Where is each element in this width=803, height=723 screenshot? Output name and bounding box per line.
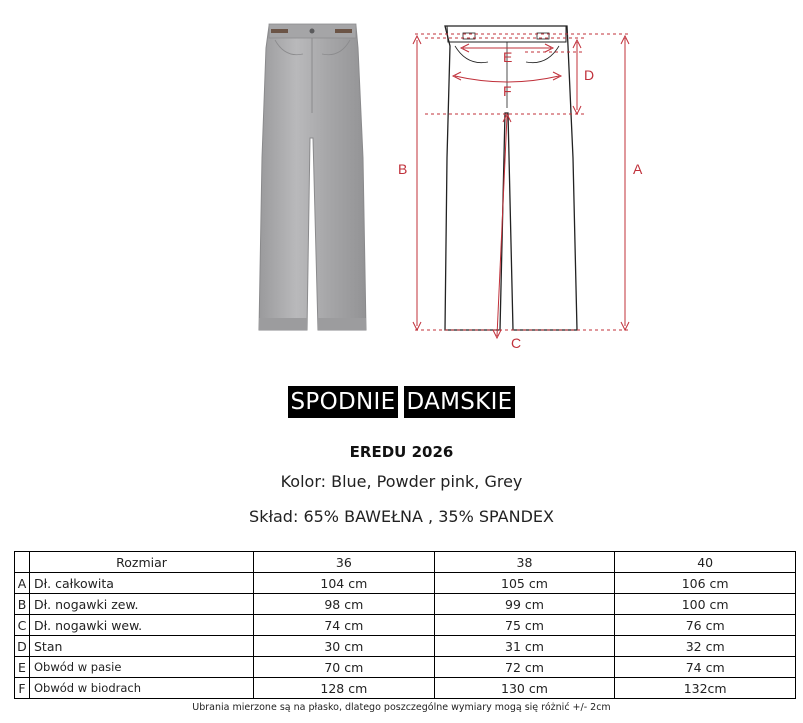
row-name: Dł. nogawki wew.: [30, 615, 254, 636]
row-letter: B: [15, 594, 30, 615]
row-letter: C: [15, 615, 30, 636]
row-value: 105 cm: [434, 573, 615, 594]
header-size-38: 38: [434, 552, 615, 573]
header-size-label: Rozmiar: [30, 552, 254, 573]
row-value: 72 cm: [434, 657, 615, 678]
label-b: B: [398, 161, 408, 177]
row-value: 132cm: [615, 678, 796, 699]
label-e: E: [503, 49, 513, 65]
row-letter: F: [15, 678, 30, 699]
jeans-photo: [255, 18, 370, 336]
table-row: [15, 573, 796, 594]
row-value: 76 cm: [615, 615, 796, 636]
table-header-row: [15, 552, 796, 573]
row-name: Dł. nogawki zew.: [30, 594, 254, 615]
table-row: [15, 657, 796, 678]
label-d: D: [584, 67, 595, 83]
row-name: Obwód w pasie: [30, 657, 254, 678]
row-value: 75 cm: [434, 615, 615, 636]
row-name: Stan: [30, 636, 254, 657]
composition-line: Skład: 65% BAWEŁNA , 35% SPANDEX: [249, 507, 554, 526]
product-code: EREDU 2026: [349, 443, 454, 461]
page-title: [0, 386, 803, 418]
row-letter: D: [15, 636, 30, 657]
header-size-36: 36: [254, 552, 435, 573]
row-value: 130 cm: [434, 678, 615, 699]
row-name: Dł. całkowita: [30, 573, 254, 594]
row-letter: A: [15, 573, 30, 594]
header-size-40: 40: [615, 552, 796, 573]
table-row: [15, 636, 796, 657]
row-value: 74 cm: [254, 615, 435, 636]
table-row: [15, 615, 796, 636]
measurement-diagram: [385, 18, 655, 358]
table-row: [15, 594, 796, 615]
measurement-note: Ubrania mierzone są na płasko, dlatego poszczególne wymiary mogą się różnić +/- 2cm: [192, 702, 611, 713]
row-value: 74 cm: [615, 657, 796, 678]
row-value: 98 cm: [254, 594, 435, 615]
row-value: 32 cm: [615, 636, 796, 657]
row-value: 99 cm: [434, 594, 615, 615]
row-value: 128 cm: [254, 678, 435, 699]
row-name: Obwód w biodrach: [30, 678, 254, 699]
row-value: 30 cm: [254, 636, 435, 657]
row-value: 104 cm: [254, 573, 435, 594]
row-value: 100 cm: [615, 594, 796, 615]
label-a: A: [633, 161, 643, 177]
label-c: C: [511, 335, 522, 351]
title-word-1: SPODNIE: [288, 386, 399, 418]
row-value: 70 cm: [254, 657, 435, 678]
row-letter: E: [15, 657, 30, 678]
row-value: 106 cm: [615, 573, 796, 594]
color-line: Kolor: Blue, Powder pink, Grey: [280, 472, 523, 491]
label-f: F: [503, 83, 512, 99]
row-value: 31 cm: [434, 636, 615, 657]
table-row: [15, 678, 796, 699]
size-table: [14, 551, 796, 699]
title-word-2: DAMSKIE: [404, 386, 516, 418]
header-empty-cell: [15, 552, 30, 573]
